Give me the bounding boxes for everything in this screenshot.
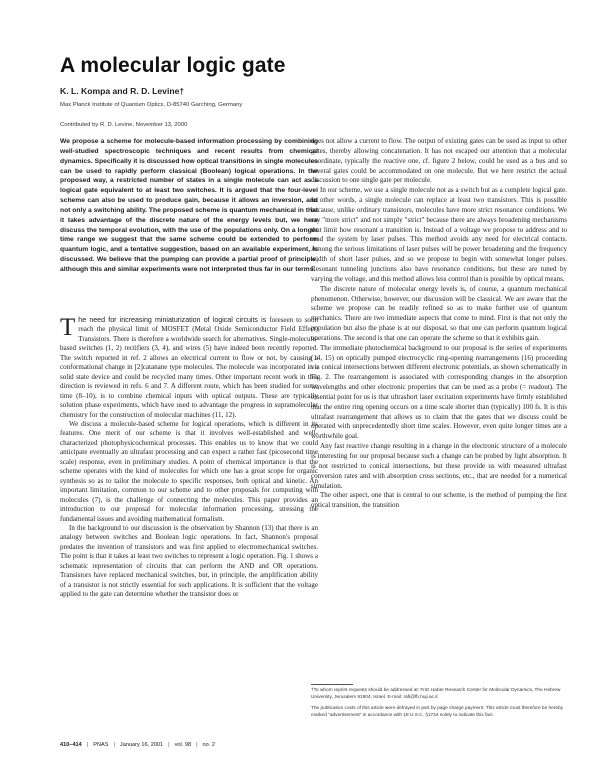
footnotes [311, 688, 567, 724]
footer-date: January 16, 2001 [119, 742, 164, 748]
footer-pages: 410–414 [60, 742, 82, 748]
body-column-left [60, 316, 318, 600]
contribution-note: Contributed by R. D. Levine, November 13, 2000 [60, 122, 188, 128]
abstract: We propose a scheme for molecule-based information processing by combining well-studied spectroscopic techniques and recent results from chemical dynamics. Specifically it is discussed how optical transitions in single molecules can be used to rapidly perform classical (Boolean) logical operations. In the proposed way, a restricted number of states in a single molecule can act as a logical gate equivalent to at least two switches. It is argued that the four-level scheme can also be used to produce gain, because it allows an inversion, and not only a switching ability. The proposed scheme is quantum mechanical in that it takes advantage of the discrete nature of the energy levels but, we here discuss the temporal evolution, with the use of the populations only. On a longer time range we suggest that the same scheme could be extended to perform quantum logic, and a tentative suggestion, based on an available experiment, is discussed. We believe that the pumping can provide a partial proof of principle, although this and similar experiments were not interpreted thus far in our terms. [60, 138, 318, 273]
body-paragraph: The discrete nature of molecular energy levels is, of course, a quantum mechanical phenomenon. Otherwise, however, our discussion will be classical. We are aware that the scheme we propose can be readily refined so as to make further use of quantum mechanics. There are two immediate aspects that come to mind. First is that not only the population but also the phase is at our disposal, so that one can perform quantum logical operations. The second is that one can operate the scheme so that it exhibits gain. [311, 284, 567, 342]
body-paragraph: does not allow a current to flow. The output of existing gates can be used as input to other gates, thereby allowing concatenation. It has not escaped our attention that a molecular coordinate, typically the reactive one, cf. figure 2 below, could be used as a bus and so several gates could be accommodated on one molecule. But we here restrict the actual discussion to one single gate per molecule. [311, 137, 567, 185]
footer-number: no. 2 [202, 742, 215, 748]
footnote-correspondence: †To whom reprint requests should be addressed at: Fritz Haber Research Center for Molecular Dynamics, The Hebrew University, Jerusalem 91904, Israel. E-mail: rafi@fh.huji.ac.il. [311, 688, 561, 700]
article-title: A molecular logic gate [60, 54, 286, 77]
body-paragraph: The immediate photochemical background to our proposal is the series of experiments (14, 15) on optically pumped electrocyclic ring-opening rearrangements (16) proceeding via conical intersections between different electronic potentials, as shown schematically in Fig. 2. The rearrangement is associated with corresponding changes in the absorption wavelengths and other electronic properties that can be used as a probe (= readout). The essential point for us is that ultrashort laser excitation experiments have firmly established that the entire ring opening occurs on a time scale shorter than (typically) 100 fs. It is this ultrafast rearrangement that allows us to claim that the gates that we discuss could be operated with unprecedentedly short time scales. However, even quite longer times are a worthwhile goal. [311, 343, 567, 441]
body-paragraph: Any fast reactive change resulting in a change in the electronic structure of a molecule is interesting for our proposal because such a change can be probed by light absorption. It is not restricted to conical intersections, but these provide us with measured ultrafast conversion rates and with absorption cross sections, etc., that are needed for a numerical simulation. [311, 442, 567, 490]
body-column-right [311, 137, 567, 511]
footnote-divider [311, 684, 353, 685]
article-authors: K. L. Kompa and R. D. Levine† [60, 86, 185, 96]
footnote-publication-costs: The publication costs of this article were defrayed in part by page charge payment. This article must therefore be hereby marked "advertisement" in accordance with 18 U.S.C. §1734 solely to indicate this fact. [311, 705, 564, 718]
paragraph-text: foreseen to soon reach the physical limit of MOSFET (Metal Oxide Semiconductor Field Effect) Transistors. There is therefore a worldwide search for alternatives. Single-molecule-based switches (1, 2) rectifiers (3, 4), and wires (5) have indeed been recently reported. The switch reported in ref. 2 allows an electrical current to flow or not, by causing a conformational change in [2]catanane type molecules. The molecule was incorporated in a solid state device and could be recycled many times. Other important recent work in this direction is reviewed in refs. 6 and 7. A different route, which has been studied for some time (8–10), is to combine chemical inputs with optical outputs. These are typically solution phase experiments, which have used to advantage the progress in supramolecular chemistry for the construction of molecular machines (11, 12). [60, 316, 318, 419]
author-affiliation: Max Planck Institute of Quantum Optics, D-85740 Garching, Germany [60, 102, 243, 108]
footer-volume: vol. 98 [174, 742, 192, 748]
footer-journal: PNAS [93, 742, 109, 748]
body-paragraph: In the background to our discussion is the observation by Shannon (13) that there is an analogy between switches and Boolean logic operations. In fact, Shannon's proposal predates the invention of transistors and was first applied to electromechanical switches. The point is that it takes at least two switches to represent a logic operation. Fig. 1 shows a schematic representation of circuits that can perform the AND and OR operations. Transistors have replaced mechanical switches, but, in principle, the amplification ability of a transistor is not strictly essential for such applications. It is sufficient that the voltage applied to the gate can determine whether the transistor does or [60, 523, 318, 599]
lead-in-text: he need for increasing miniaturization of logical circuits is [78, 317, 267, 324]
body-paragraph [60, 316, 318, 420]
body-paragraph: In our scheme, we use a single molecule not as a switch but as a complete logical gate. In other words, a single molecule can replace at least two transistors. This is possible because, unlike ordinary transistors, molecules have more strict resonance conditions. We say "more strict" and not simply "strict" because there are always broadening mechanisms that limit how resonant a transition is. Instead of a voltage we propose to address and to read the system by laser pulses. This method avoids any need for electrical contacts. Among the serious limitations of laser pulses will be power broadening and the frequency width of short laser pulses, and so we propose to begin with somewhat longer pulses. Resonant tunneling junctions also have resonance conditions, but these are tuned by varying the voltage, and this method allows less control than is possible by optical means. [311, 186, 567, 283]
body-paragraph: The other aspect, one that is central to our scheme, is the method of pumping the first optical transition, the transition [311, 491, 567, 510]
page-footer: 410–414 | PNAS | January 16, 2001 | vol. 98 | no. 2 [60, 742, 215, 748]
drop-cap: T [60, 314, 76, 341]
body-paragraph: We discuss a molecule-based scheme for logical operations, which is different in its features. One merit of our scheme is that it involves well-established and well-characterized photophysicochemical processes. This enables us to know that we could anticipate eventually an ultrafast processing and can expect a rather fast (picosecond time scale) response, even in preliminary studies. A point of chemical importance is that the scheme operates with the kind of molecules for which one has a great scope for organic synthesis so as to tailor the molecule to specific responses, both optical and kinetic. An important limitation, common to our scheme and to other proposals for computing with molecules (7), is the challenge of connecting the molecules. This paper provides an introduction to our proposal for molecular information processing, stressing the fundamental issues and avoiding mathematical formalism. [60, 419, 318, 523]
